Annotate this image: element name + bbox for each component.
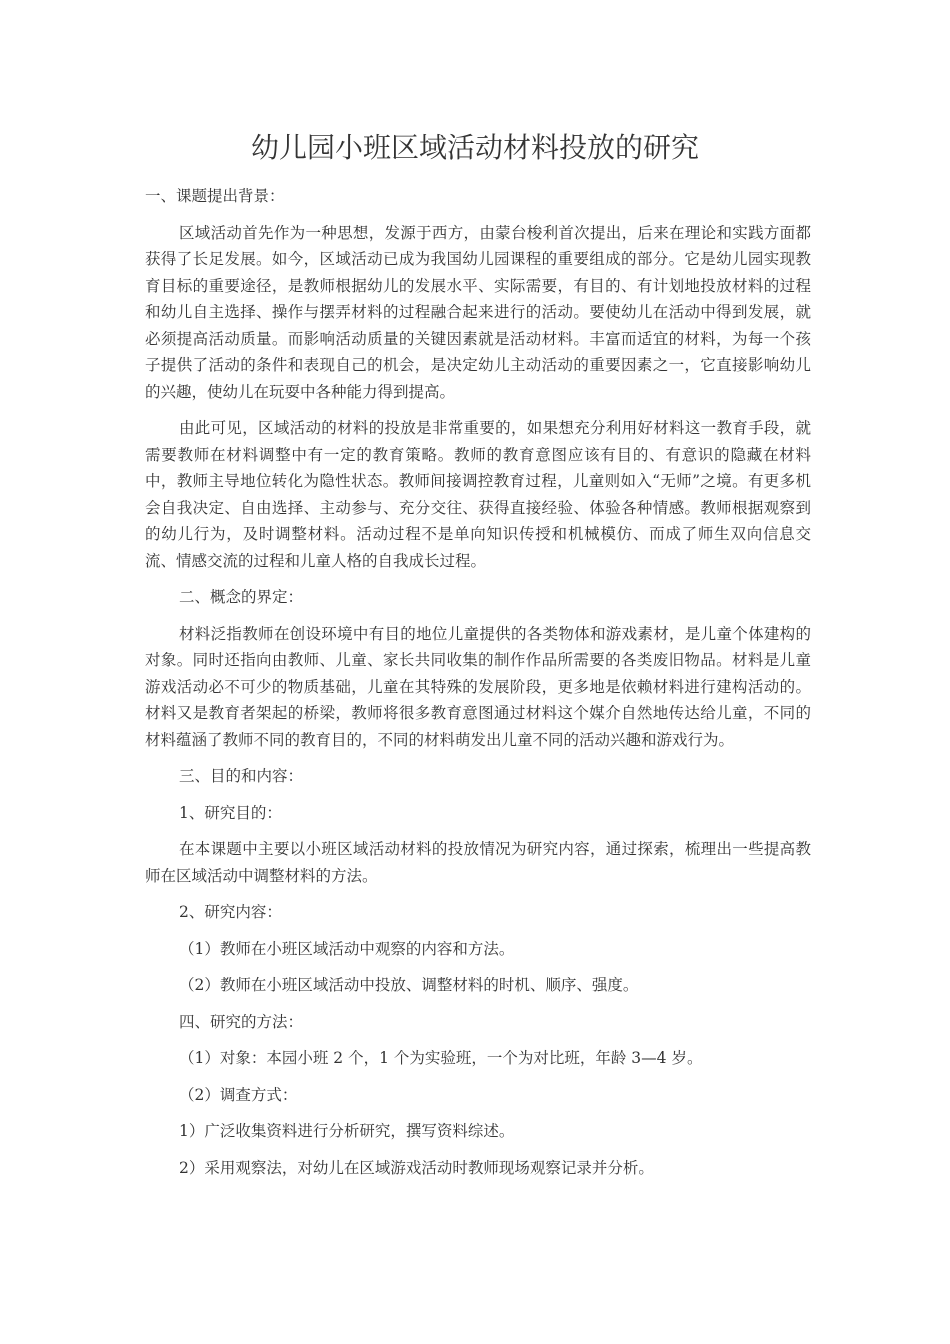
document-title: 幼儿园小班区域活动材料投放的研究: [250, 131, 699, 164]
section-heading-purpose: 三、目的和内容：: [179, 767, 304, 785]
section-heading-background: 一、课题提出背景：: [145, 187, 285, 205]
list-item-survey-2: 2）采用观察法，对幼儿在区域游戏活动时教师现场观察记录并分析。: [179, 1158, 654, 1177]
section-heading-methods: 四、研究的方法：: [179, 1012, 304, 1031]
paragraph-definition: 材料泛指教师在创设环境中有目的地位儿童提供的各类物体和游戏素材，是儿童个体建构的对象。同时还指向由教师、儿童、家长共同收集的制作作品所需要的各类废旧物品。材料是儿童游戏活动必不可少的物质基础，儿童在其特殊的发展阶段，更多地是依赖材料进行建构活动的。材料又是教育者架起的桥梁，教师将很多教育意图通过材料这个媒介自然地传达给儿童，不同的材料蕴涵了教师不同的教育目的，不同的材料萌发出儿童不同的活动兴趣和游戏行为。: [145, 624, 811, 749]
list-item-method-subjects: （1）对象：本园小班 2 个，1 个为实验班，一个为对比班，年龄 3—4 岁。: [179, 1049, 703, 1067]
paragraph-background-1: 区域活动首先作为一种思想，发源于西方，由蒙台梭利首次提出，后来在理论和实践方面都获得了长足发展。如今，区域活动已成为我国幼儿园课程的重要组成的部分。它是幼儿园实现教育目标的重要途径，是教师根据幼儿的发展水平、实际需要，有目的、有计划地投放材料的过程和幼儿自主选择、操作与摆弄材料的过程融合起来进行的活动。要使幼儿在活动中得到发展，就必须提高活动质量。而影响活动质量的关键因素就是活动材料。丰富而适宜的材料，为每一个孩子提供了活动的条件和表现自己的机会，是决定幼儿主动活动的重要因素之一，它直接影响幼儿的兴趣，使幼儿在玩耍中各种能力得到提高。: [145, 223, 811, 401]
list-item-survey-1: 1）广泛收集资料进行分析研究，撰写资料综述。: [179, 1122, 515, 1140]
paragraph-background-2: 由此可见，区域活动的材料的投放是非常重要的，如果想充分利用好材料这一教育手段，就需要教师在材料调整中有一定的教育策略。教师的教育意图应该有目的、有意识的隐藏在材料中，教师主导地位转化为隐性状态。教师间接调控教育过程，儿童则如入“无师”之境。有更多机会自我决定、自由选择、主动参与、充分交往、获得直接经验、体验各种情感。教师根据观察到的幼儿行为，及时调整材料。活动过程不是单向知识传授和机械模仿、而成了师生双向信息交流、情感交流的过程和儿童人格的自我成长过程。: [145, 419, 811, 570]
section-heading-definition: 二、概念的界定：: [179, 588, 304, 606]
subheading-research-content: 2、研究内容：: [179, 903, 282, 921]
document-body: [145, 183, 811, 1191]
subheading-research-purpose: 1、研究目的：: [179, 803, 282, 822]
paragraph-research-purpose: 在本课题中主要以小班区域活动材料的投放情况为研究内容，通过探索，梳理出一些提高教师在区域活动中调整材料的方法。: [145, 840, 811, 885]
list-item-content-2: （2）教师在小班区域活动中投放、调整材料的时机、顺序、强度。: [179, 976, 639, 994]
list-item-method-survey: （2）调查方式：: [179, 1085, 298, 1104]
list-item-content-1: （1）教师在小班区域活动中观察的内容和方法。: [179, 939, 515, 958]
